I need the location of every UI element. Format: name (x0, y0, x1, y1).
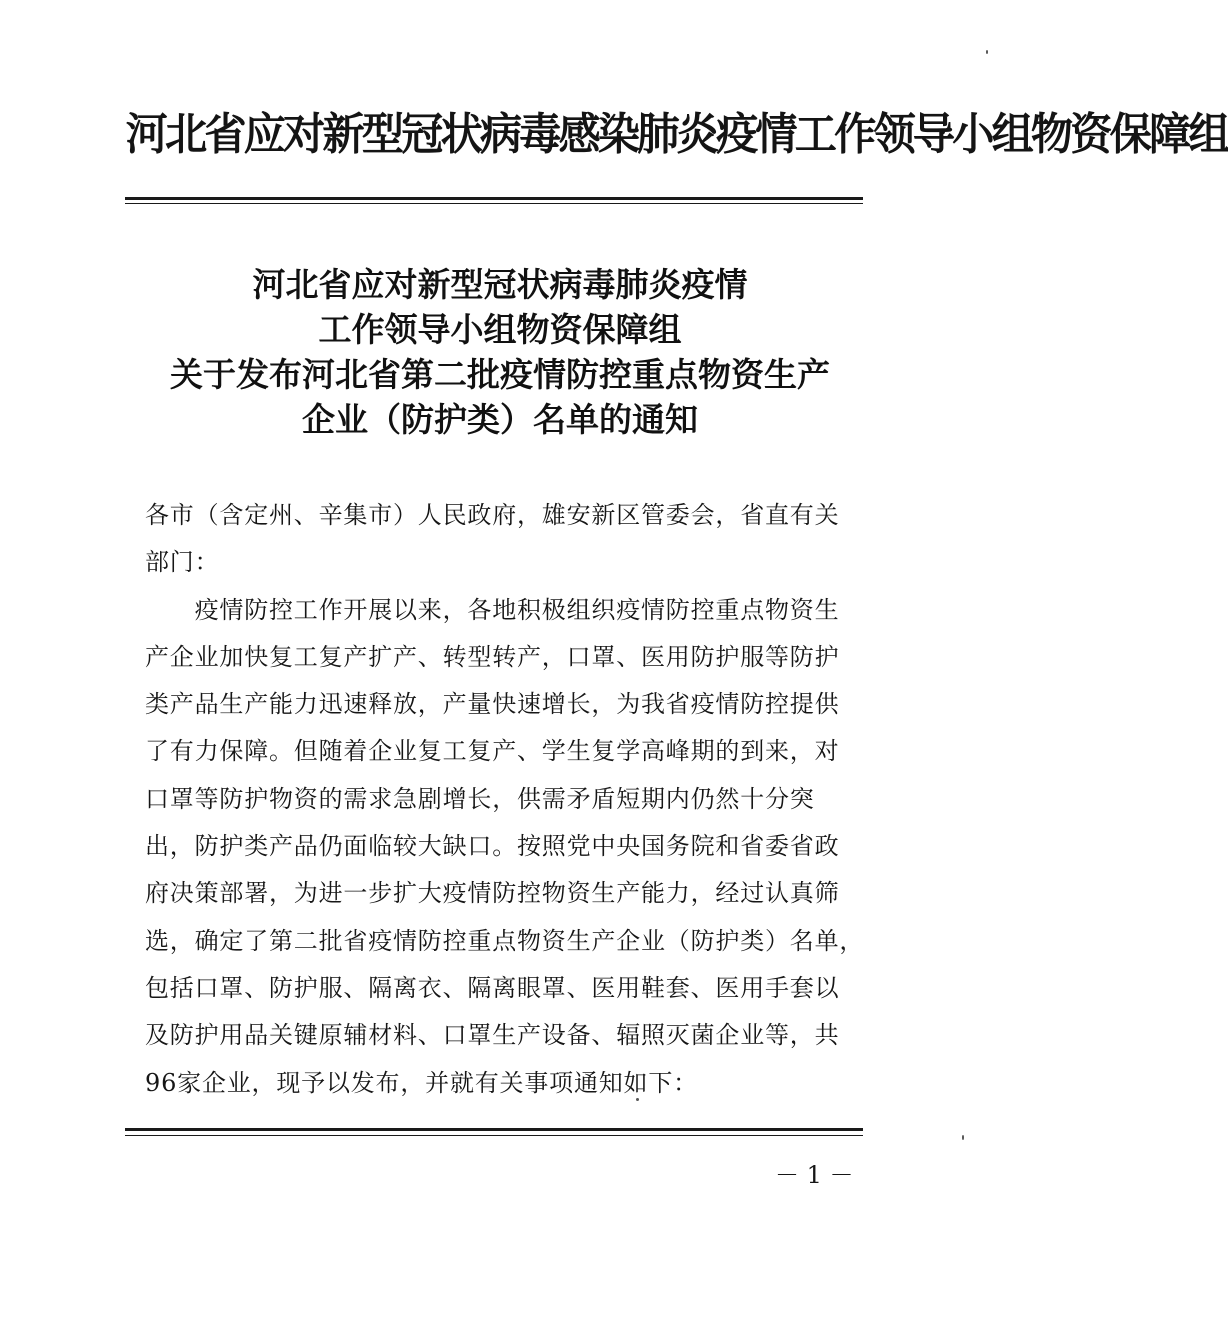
addressee-line: 部门： (145, 548, 220, 577)
title-line: 工作领导小组物资保障组 (318, 310, 682, 349)
footer-divider-thin (125, 1135, 863, 1136)
body-line: 疫情防控工作开展以来，各地积极组织疫情防控重点物资生 (145, 595, 840, 624)
title-line: 企业（防护类）名单的通知 (302, 400, 698, 439)
body-line: 96家企业，现予以发布，并就有关事项通知如下： (145, 1068, 698, 1097)
body-line: 包括口罩、防护服、隔离衣、隔离眼罩、医用鞋套、医用手套以 (145, 973, 840, 1002)
scan-speck (636, 1098, 639, 1101)
notice-body (145, 492, 865, 1107)
title-line: 关于发布河北省第二批疫情防控重点物资生产 (170, 355, 830, 394)
body-line: 选，确定了第二批省疫情防控重点物资生产企业（防护类）名单， (145, 926, 865, 955)
body-line: 类产品生产能力迅速释放，产量快速增长，为我省疫情防控提供 (145, 690, 840, 719)
body-line: 出，防护类产品仍面临较大缺口。按照党中央国务院和省委省政 (145, 832, 840, 861)
page-number: － 1 － (775, 1161, 854, 1189)
header-divider-thin (125, 203, 863, 204)
body-line: 口罩等防护物资的需求急剧增长，供需矛盾短期内仍然十分突 (145, 784, 815, 813)
scan-speck (962, 1135, 964, 1140)
header-divider (125, 197, 863, 200)
scan-speck (986, 50, 988, 54)
body-line: 及防护用品关键原辅材料、口罩生产设备、辐照灭菌企业等，共 (145, 1021, 840, 1050)
title-line: 河北省应对新型冠状病毒肺炎疫情 (252, 265, 748, 304)
issuing-organization-header: 河北省应对新型冠状病毒感染肺炎疫情工作领导小组物资保障组 (125, 109, 1228, 160)
body-line: 了有力保障。但随着企业复工复产、学生复学高峰期的到来，对 (145, 737, 840, 766)
addressee-line: 各市（含定州、辛集市）人民政府，雄安新区管委会，省直有关 (145, 501, 840, 529)
body-line: 府决策部署，为进一步扩大疫情防控物资生产能力，经过认真筛 (145, 879, 840, 908)
footer-divider (125, 1128, 863, 1131)
body-line: 产企业加快复工复产扩产、转型转产，口罩、医用防护服等防护 (145, 642, 840, 671)
notice-title (130, 262, 870, 442)
